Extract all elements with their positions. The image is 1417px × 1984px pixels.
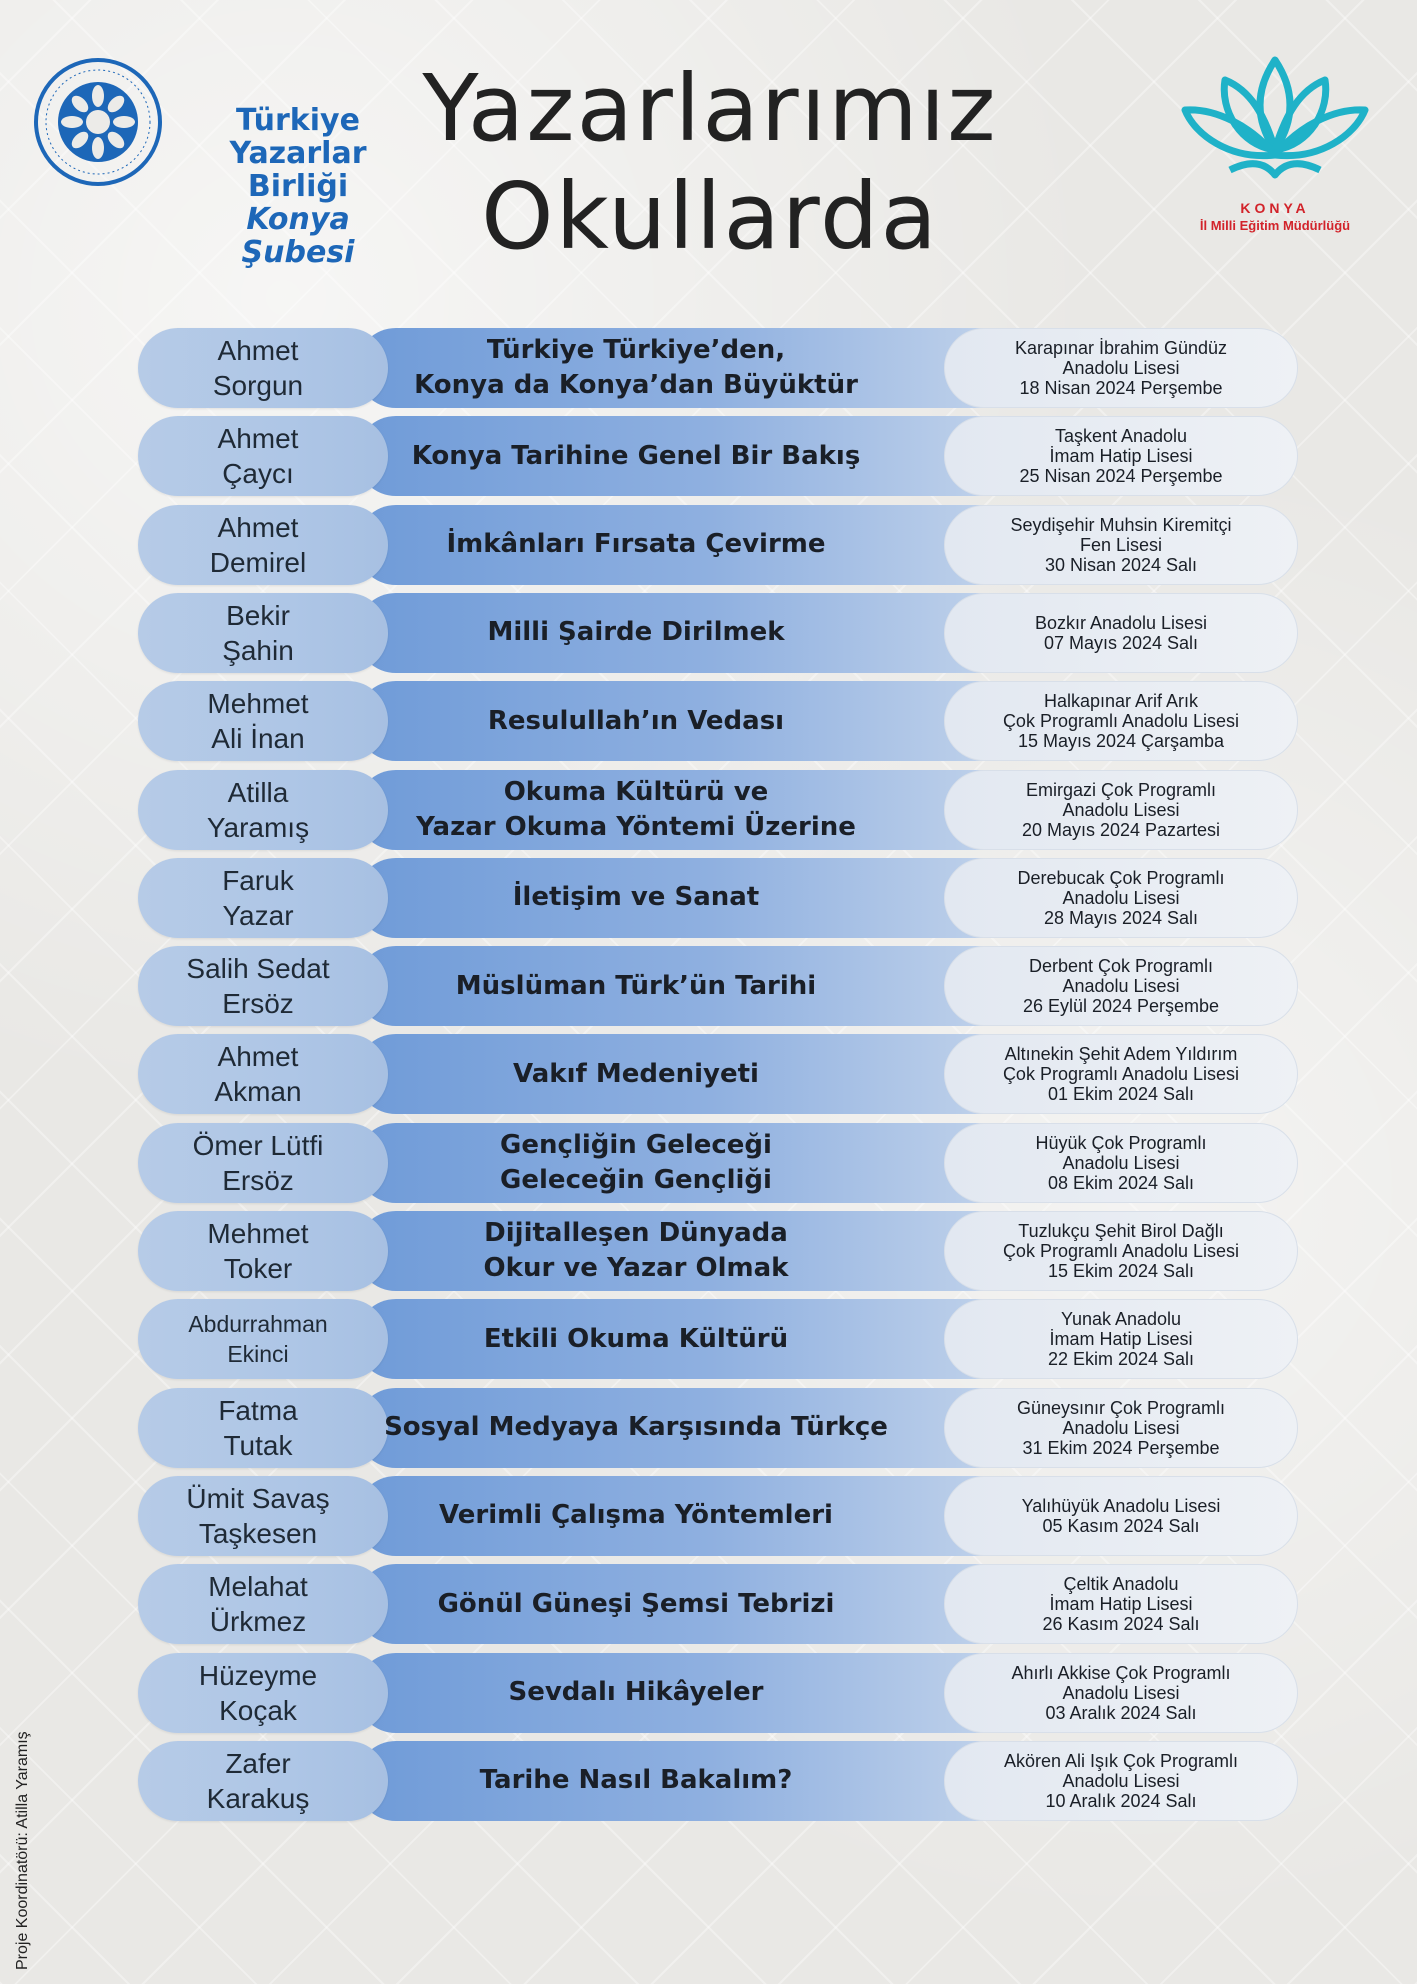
page-title-line1: Yazarlarımız: [422, 55, 998, 162]
author-name: Abdurrahman Ekinci: [188, 1311, 328, 1368]
talk-topic: Türkiye Türkiye’den, Konya da Konya’dan Büyüktür: [414, 335, 858, 400]
schedule-row: [138, 1386, 1298, 1470]
schedule-row: [138, 326, 1298, 410]
author-name: Ahmet Demirel: [209, 511, 307, 578]
schedule-row: [138, 1209, 1298, 1293]
tyb-name-line3: Birliği: [247, 169, 349, 204]
schedule-row: [138, 503, 1298, 587]
meb-city-label: KONYA: [1240, 200, 1310, 216]
talk-topic: Vakıf Medeniyeti: [513, 1058, 759, 1089]
author-name: Hüzeyme Koçak: [198, 1659, 318, 1726]
school-and-date: Bozkır Anadolu Lisesi 07 Mayıs 2024 Salı: [1034, 612, 1208, 653]
author-name: Ahmet Akman: [214, 1041, 302, 1108]
author-name: Ümit Savaş Taşkesen: [186, 1482, 330, 1549]
tyb-seal-icon: [28, 52, 168, 192]
talk-topic: Okuma Kültürü ve Yazar Okuma Yöntemi Üzerine: [416, 776, 856, 842]
author-name: Faruk Yazar: [222, 864, 294, 931]
schedule-row: [138, 591, 1298, 675]
lotus-book-icon: [1170, 50, 1380, 200]
author-name: Zafer Karakuş: [206, 1747, 310, 1814]
school-and-date: Akören Ali Işık Çok Programlı Anadolu Lisesi 10 Aralık 2024 Salı: [1003, 1750, 1239, 1811]
talk-topic: Dijitalleşen Dünyada Okur ve Yazar Olmak: [483, 1218, 789, 1283]
school-and-date: Derbent Çok Programlı Anadolu Lisesi 26 Eylül 2024 Perşembe: [1022, 956, 1220, 1017]
schedule-row: [138, 1562, 1298, 1646]
talk-topic: İmkânları Fırsata Çevirme: [446, 529, 826, 560]
schedule-row: [138, 856, 1298, 940]
author-name: Ömer Lütfi Ersöz: [192, 1129, 324, 1196]
author-name: Ahmet Çaycı: [217, 423, 299, 490]
talk-topic: Gençliğin Geleceği Geleceğin Gençliği: [500, 1129, 772, 1195]
school-and-date: Emirgazi Çok Programlı Anadolu Lisesi 20 Mayıs 2024 Pazartesi: [1021, 779, 1221, 840]
school-and-date: Halkapınar Arif Arık Çok Programlı Anadolu Lisesi 15 Mayıs 2024 Çarşamba: [1002, 691, 1240, 752]
schedule-row: [138, 768, 1298, 852]
tyb-name-line2: Yazarlar: [229, 136, 367, 171]
talk-topic: Etkili Okuma Kültürü: [483, 1323, 789, 1354]
tyb-branch: Konya Şubesi: [241, 202, 355, 270]
talk-topic: Müslüman Türk’ün Tarihi: [455, 970, 817, 1001]
schedule-row: [138, 1651, 1298, 1735]
talk-topic: Gönül Güneşi Şemsi Tebrizi: [437, 1588, 835, 1619]
author-name: Melahat Ürkmez: [208, 1571, 308, 1638]
school-and-date: Ahırlı Akkise Çok Programlı Anadolu Lisesi 03 Aralık 2024 Salı: [1011, 1662, 1231, 1723]
schedule-row: [138, 679, 1298, 763]
tyb-name-line1: Türkiye: [236, 103, 360, 138]
author-name: Mehmet Ali İnan: [207, 688, 309, 755]
tyb-logo: [28, 52, 368, 270]
author-name: Salih Sedat Ersöz: [186, 953, 330, 1020]
school-and-date: Taşkent Anadolu İmam Hatip Lisesi 25 Nisan 2024 Perşembe: [1019, 426, 1223, 487]
schedule-row: [138, 1121, 1298, 1205]
meb-org-label: İl Milli Eğitim Müdürlüğü: [1199, 218, 1351, 233]
talk-topic: Konya Tarihine Genel Bir Bakış: [411, 440, 861, 471]
author-name: Mehmet Toker: [207, 1218, 309, 1284]
school-and-date: Derebucak Çok Programlı Anadolu Lisesi 28 Mayıs 2024 Salı: [1017, 867, 1225, 928]
page-title-line2: Okullarda: [481, 163, 939, 270]
project-coordinator: Proje Koordinatörü: Atilla Yaramış: [14, 1731, 31, 1970]
talk-topic: İletişim ve Sanat: [512, 882, 760, 913]
author-name: Bekir Şahin: [222, 599, 294, 666]
author-name: Ahmet Sorgun: [212, 335, 304, 401]
meb-konya-logo: [1170, 50, 1380, 240]
author-name: Fatma Tutak: [218, 1394, 298, 1461]
talk-topic: Milli Şairde Dirilmek: [487, 617, 785, 648]
talk-topic: Tarihe Nasıl Bakalım?: [479, 1765, 793, 1796]
school-and-date: Seydişehir Muhsin Kiremitçi Fen Lisesi 30 Nisan 2024 Salı: [1010, 514, 1232, 575]
schedule-row: [138, 1474, 1298, 1558]
talk-topic: Sevdalı Hikâyeler: [508, 1677, 764, 1707]
school-and-date: Hüyük Çok Programlı Anadolu Lisesi 08 Ekim 2024 Salı: [1035, 1132, 1207, 1193]
school-and-date: Çeltik Anadolu İmam Hatip Lisesi 26 Kasım 2024 Salı: [1042, 1574, 1200, 1635]
school-and-date: Yalıhüyük Anadolu Lisesi 05 Kasım 2024 Salı: [1021, 1495, 1221, 1536]
author-name: Atilla Yaramış: [206, 776, 310, 843]
talk-topic: Sosyal Medyaya Karşısında Türkçe: [384, 1412, 888, 1443]
school-and-date: Altınekin Şehit Adem Yıldırım Çok Programlı Anadolu Lisesi 01 Ekim 2024 Salı: [1002, 1044, 1240, 1105]
schedule-row: [138, 1739, 1298, 1823]
school-and-date: Tuzlukçu Şehit Birol Dağlı Çok Programlı Anadolu Lisesi 15 Ekim 2024 Salı: [1002, 1221, 1240, 1281]
schedule-row: [138, 1032, 1298, 1116]
schedule-row: [138, 1297, 1298, 1381]
tyb-name: [198, 104, 398, 269]
talk-topic: Verimli Çalışma Yöntemleri: [439, 1500, 833, 1531]
school-and-date: Güneysınır Çok Programlı Anadolu Lisesi 31 Ekim 2024 Perşembe: [1016, 1397, 1226, 1458]
schedule-row: [138, 414, 1298, 498]
schedule-row: [138, 944, 1298, 1028]
talk-topic: Resulullah’ın Vedası: [487, 705, 785, 736]
page-title: [390, 55, 1030, 271]
school-and-date: Yunak Anadolu İmam Hatip Lisesi 22 Ekim 2024 Salı: [1047, 1309, 1195, 1370]
school-and-date: Karapınar İbrahim Gündüz Anadolu Lisesi 18 Nisan 2024 Perşembe: [1014, 338, 1228, 398]
